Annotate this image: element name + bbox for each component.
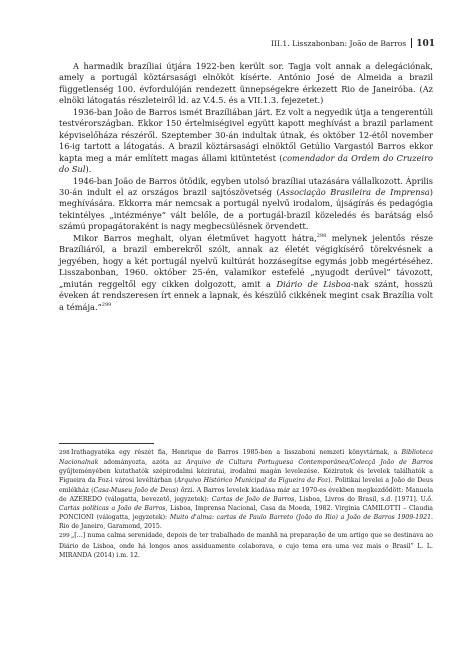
paragraph-2-text-a: 1936-ban João de Barros ismét Brazíliában járt. Ez volt a negyedik útja a tengerentúli testvérországban. Ekkor 150 értelmiségivel együtt kapott meghívást a brazil parlament képviselőháza részéről. Szeptember 30-án indultak útnak, és október 12-étől november 16-ig tartott a látogatás. A brazil köztársasági elnöktől Getúlio Vargastól Barros ekkor kapta meg a már említett magas állami kitüntetést (: [59, 106, 433, 163]
footnote-299: [59, 531, 433, 559]
header-divider: [411, 38, 412, 48]
page-number: 101: [416, 39, 435, 49]
paragraph-3-text-b: ) meghívására. Ekkorra már nemcsak a portugál nyelvű irodalom, újságírás és pedagógia tekintélyes „intézménye” vált belőle, de a portugál-brazil közeledés és barátság első számú propagátoraként is nagy megbecsülésnek örvendett.: [59, 186, 433, 232]
paragraph-4: [59, 233, 433, 313]
footnotes: [59, 448, 433, 560]
footnote-298-text-d: ). Politikai levelei a João de Deus emlékház (: [59, 477, 433, 494]
paragraph-2: [59, 107, 433, 176]
footnote-298-text-g: , Lisboa, Imprensa Nacional, Casa da Moeda, 1982. Virginia CAMILOTTI – Claudia PONCIONI (válogatta, jegyzetek):: [59, 504, 433, 522]
footnote-298-text-e: ) őrzi. A Barros levelek kiadása már az 1970-es években megkezdődött: Manuela de AZEREDO (válogatta, bevezető, jegyzetek):: [59, 486, 434, 503]
paragraph-2-text-b: ).: [85, 164, 92, 175]
paragraph-1: A harmadik brazíliai útjára 1922-ben került sor. Tagja volt annak a delegációnak, amely a portugál köztársasági elnököt kísérte. António José de Almeida a brazil függetlenség 100. évfordulóján rendezett ünnepségekre érkezett Rio de Janeiróba. (Az elnöki látogatás részleteiről ld. az V.4.5. és a VII.1.3. fejezetet.): [59, 61, 433, 106]
footnote-298-italic-3: Arquivo Histórico Municipal da Figueira da Foz: [176, 477, 329, 485]
footnote-298-italic-1: Biblioteca Nacionalnak: [59, 449, 433, 467]
footnote-298-text-c: gyűjteményében kutathatók szépirodalmi kéziratai, irodalmi magán levelezése. Kéziratok és levelek találhatók a Figueira da Foz-i városi levéltárban (: [59, 468, 433, 485]
footnote-298-italic-4: Casa-Museu João de Deus: [93, 486, 176, 494]
running-header: [0, 38, 435, 49]
footnote-ref-299[interactable]: 299: [101, 301, 112, 308]
footnote-298-italic-7: Muito d'alma: cartas de Paulo Barreto (João do Rio) a João de Barros 1909-1921: [169, 514, 432, 522]
paragraph-3-text-a: 1946-ban João de Barros ötödik, egyben utolsó brazíliai utazására vállalkozott. Április 30-án indult el az országos brazil sajtószövetség (: [59, 175, 433, 197]
footnote-298-italic-5: Cartas de João de Barros: [211, 495, 295, 503]
footnote-298: [59, 448, 433, 531]
paragraph-4-text-c: -nak szánt, hosszú éveken át rendszeresen írt ennek a lapnak, és készülő cikkének megint csak Brazília volt a témája.”: [59, 278, 433, 312]
footnote-ref-298[interactable]: 298: [316, 232, 327, 239]
paragraph-4-text-a: Mikor Barros meghalt, olyan életművet hagyott hátra,: [73, 232, 317, 243]
running-title: III.1. Lisszabonban: João de Barros: [271, 39, 407, 48]
footnote-298-text-b: adományozta, azóta az: [98, 459, 187, 467]
footnote-298-text-h: . Rio de Janeiro, Garamond, 2015.: [59, 514, 433, 531]
paragraph-4-text-b: melynek jelentős része Brazíliáról, a brazil emberekről szólt, annak az életét végigkísérő törekvésnek a jegyében, hogy a két portugál nyelvű kultúrát hozzásegítse egymás jobb megértéséhez. Lisszabonban, 1960. október 25-én, valamikor estefelé „nyugodt derűvel” távozott, „miután reggeltől egy cikken dolgozott, amit a: [59, 232, 433, 289]
footnote-298-italic-2: Arquivo de Cultura Portuguesa Contemporânea/Colecçã João de Barros: [186, 459, 433, 467]
paragraph-3: [59, 176, 433, 233]
paragraph-4-italic: Diário de Lisboa: [276, 278, 351, 289]
footnote-mark-299: 299: [59, 533, 70, 540]
paragraph-3-italic: Associação Brasileira de Imprensa: [279, 186, 430, 197]
footnote-mark-298: 298: [59, 450, 70, 456]
footnote-298-italic-6: Cartas políticas a João de Barros: [59, 504, 166, 512]
footnote-299-text: „[…] numa calma serenidade, depois de ter trabalhado de manhã na preparação de um artigo que se destinava ao Diário de Lisboa, onde há longos anos assiduamente colaborava, e cujo tema era uma vez mais o Brasil” L. L. MIRANDA (2014) i.m. 12.: [59, 532, 433, 559]
paragraph-2-italic: comendador da Ordem do Cruzeiro do Sul: [59, 152, 433, 175]
footnote-rule: [59, 443, 154, 444]
footnote-298-text-a: Irathagyatéka egy részét fia, Henrique de Barros 1985-ben a lisszaboni nemzeti könyvtárnak, a: [71, 449, 402, 456]
body-text: [59, 61, 433, 313]
footnote-298-text-f: , Lisboa, Livros do Brasil, s.d. [1971]. U.ő.: [294, 495, 433, 503]
